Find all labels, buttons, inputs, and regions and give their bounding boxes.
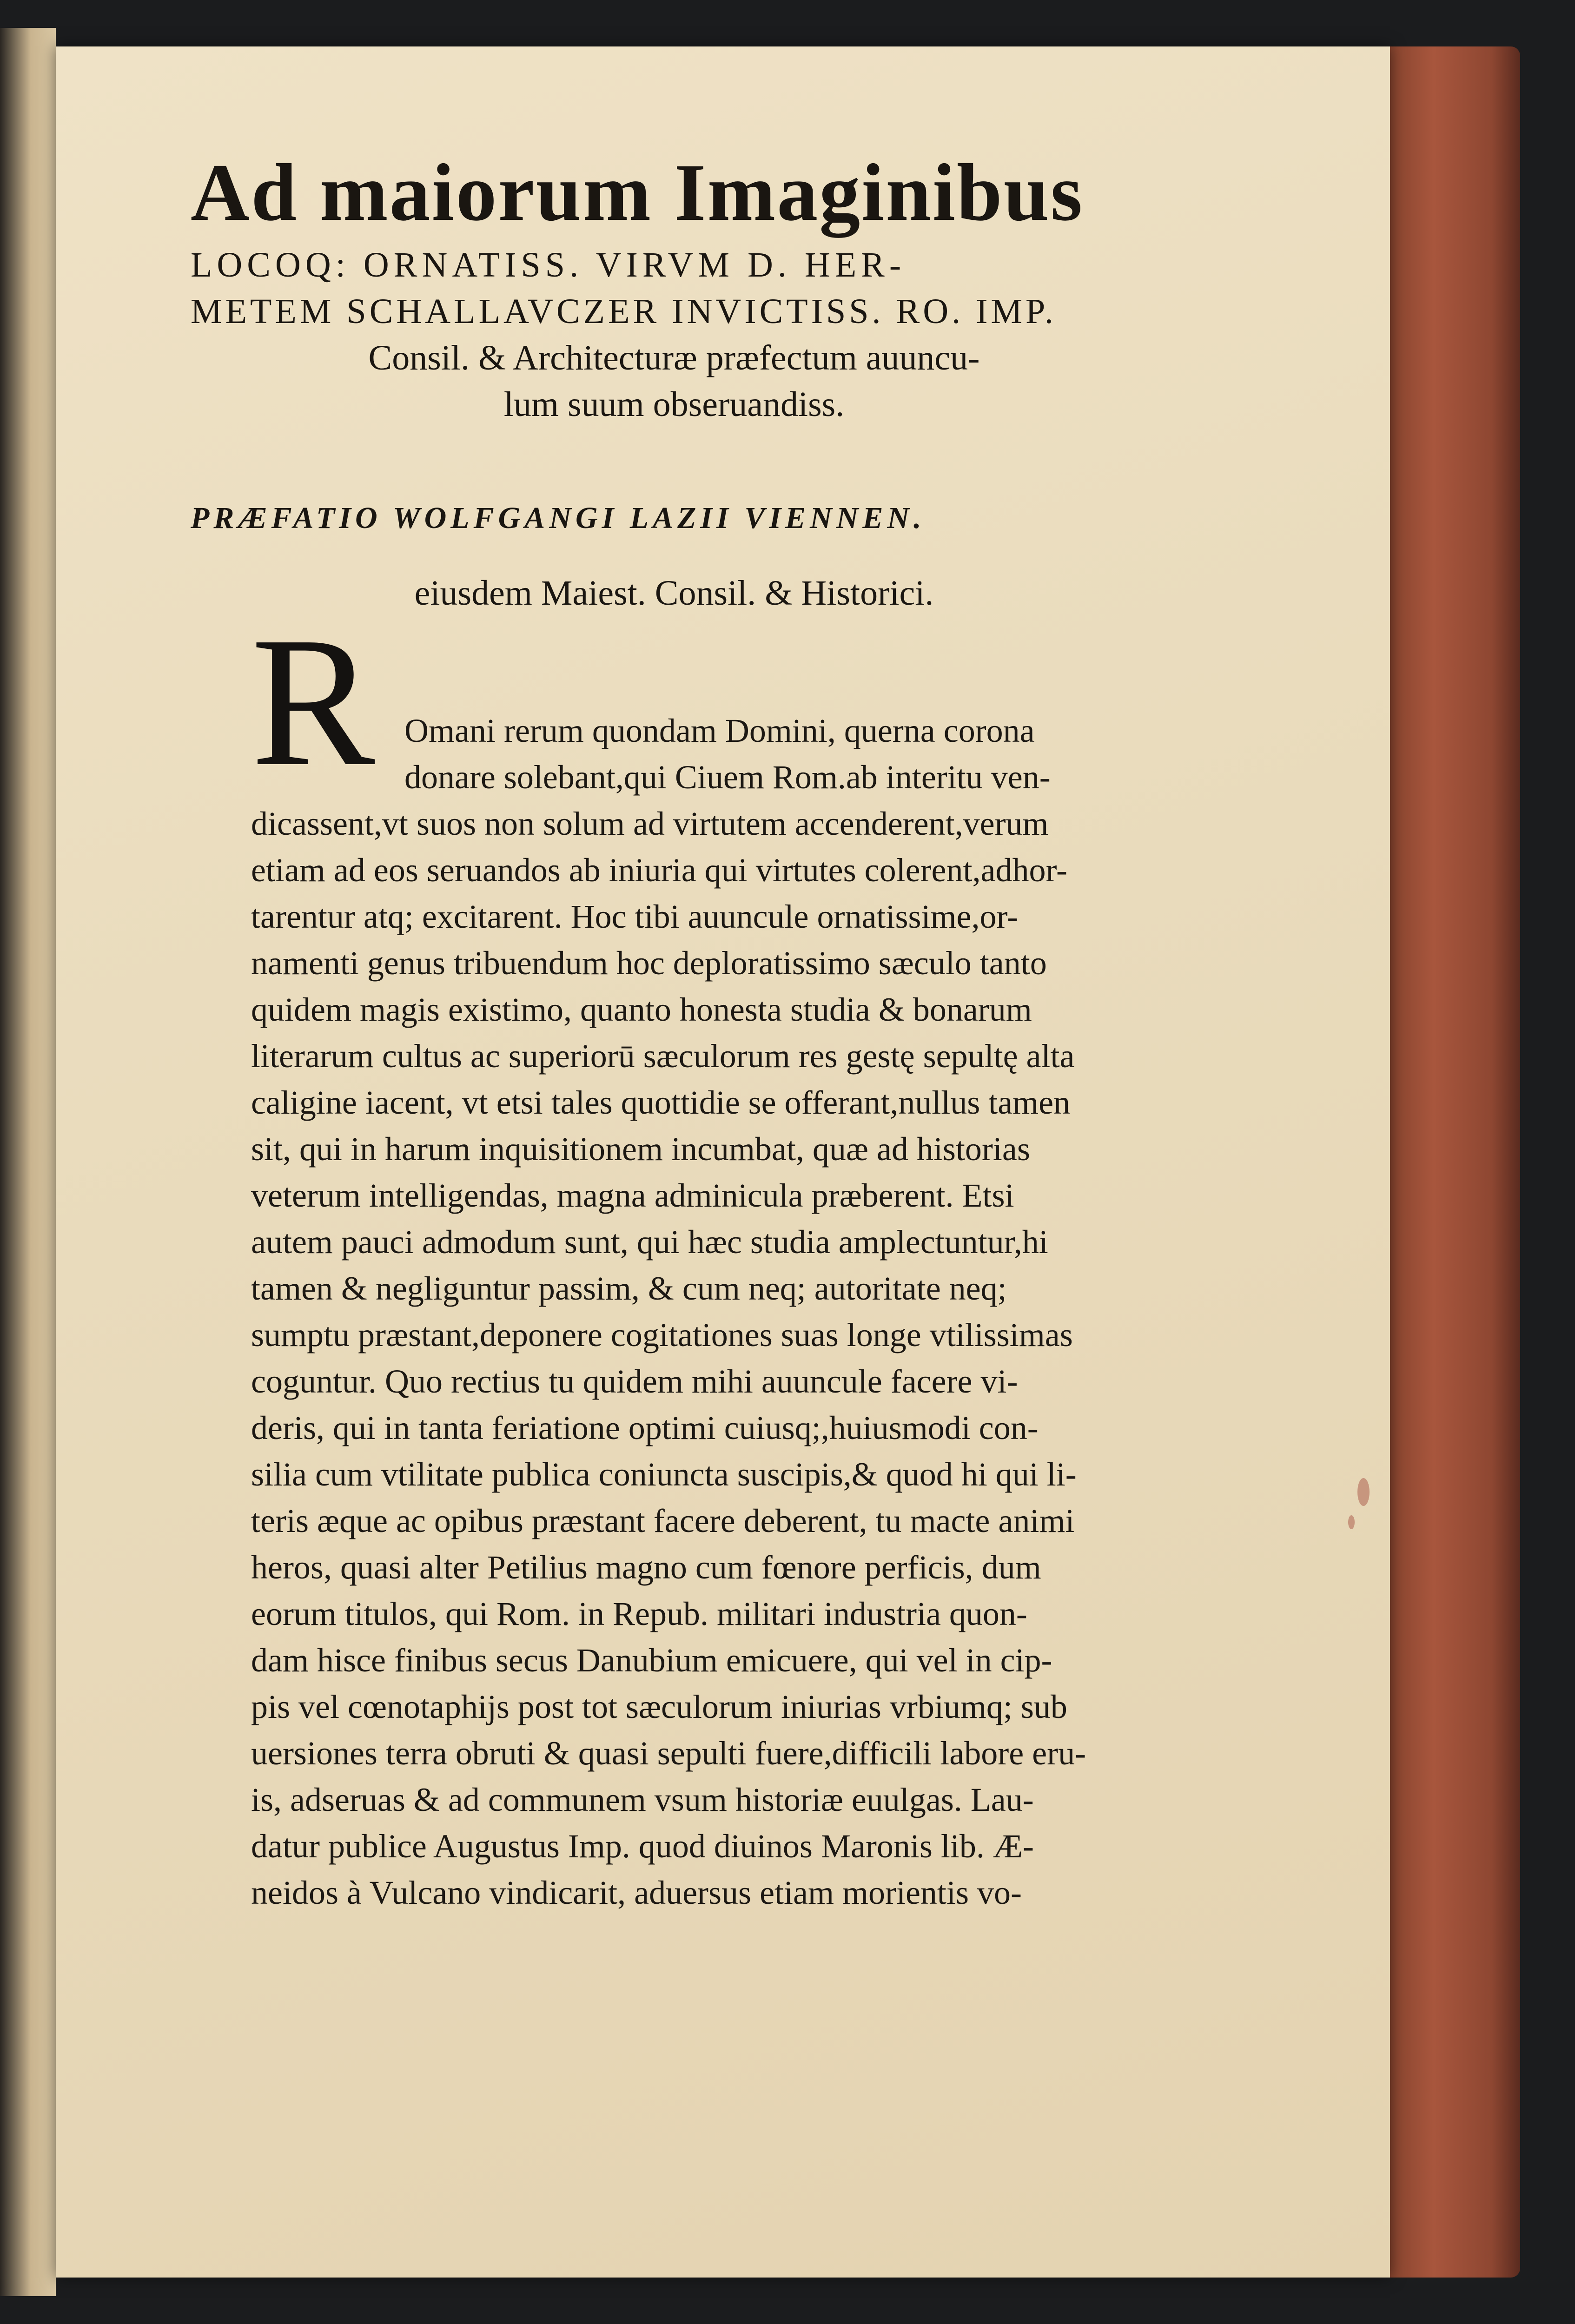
dedication-line-1: LOCOQ: ORNATISS. VIRVM D. HER- — [191, 245, 906, 284]
text-line: caligine iacent, vt etsi tales quottidie se offerant,nullus tamen — [251, 1084, 1071, 1121]
left-page-edge — [0, 28, 56, 2296]
dedication-line-3: Consil. & Architecturæ præfectum auuncu- — [368, 338, 980, 377]
stain-mark — [1357, 1478, 1370, 1506]
text-line: heros, quasi alter Petilius magno cum fœnore perficis, dum — [251, 1549, 1041, 1586]
text-line: sit, qui in harum inquisitionem incumbat, quæ ad historias — [251, 1130, 1030, 1168]
text-line: dicassent,vt suos non solum ad virtutem accenderent,verum — [251, 805, 1049, 842]
praefatio-heading: PRÆFATIO WOLFGANGI LAZII VIENNEN. — [191, 501, 926, 535]
text-line: dam hisce finibus secus Danubium emicuere, qui vel in cip- — [251, 1642, 1052, 1679]
text-line: is, adseruas & ad communem vsum historiæ euulgas. Lau- — [251, 1781, 1034, 1818]
dedication-line-4: lum suum obseruandiss. — [503, 385, 845, 424]
text-line: veterum intelligendas, magna adminicula præberent. Etsi — [251, 1177, 1014, 1214]
text-line: etiam ad eos seruandos ab iniuria qui virtutes colerent,adhor- — [251, 852, 1067, 889]
dedication-line-2: METEM SCHALLAVCZER INVICTISS. RO. IMP. — [191, 292, 1057, 331]
book-cover-edge — [1376, 46, 1520, 2278]
text-line: datur publice Augustus Imp. quod diuinos Maronis lib. Æ- — [251, 1828, 1034, 1865]
text-line: Omani rerum quondam Domini, querna corona — [404, 712, 1035, 749]
text-line: sumptu præstant,deponere cogitationes suas longe vtilissimas — [251, 1316, 1073, 1353]
text-line: neidos à Vulcano vindicarit, aduersus etiam morientis vo- — [251, 1874, 1022, 1911]
text-line: literarum cultus ac superiorū sæculorum res gestę sepultę alta — [251, 1037, 1075, 1075]
text-line: donare solebant,qui Ciuem Rom.ab interitu ven- — [404, 759, 1051, 796]
text-line: tamen & negliguntur passim, & cum neq; autoritate neq; — [251, 1270, 1007, 1307]
text-line: teris æque ac opibus præstant facere deberent, tu macte animi — [251, 1502, 1075, 1539]
page-title: Ad maiorum Imaginibus — [191, 147, 1084, 238]
text-line: pis vel cœnotaphijs post tot sæculorum iniurias vrbiumq; sub — [251, 1688, 1067, 1725]
heading-block — [191, 144, 1158, 616]
praefatio-subheading: eiusdem Maiest. Consil. & Historici. — [414, 574, 934, 613]
text-line: eorum titulos, qui Rom. in Repub. militari industria quon- — [251, 1595, 1027, 1632]
text-line: coguntur. Quo rectius tu quidem mihi auuncule facere vi- — [251, 1363, 1018, 1400]
text-line: namenti genus tribuendum hoc deploratissimo sæculo tanto — [251, 944, 1047, 982]
stain-mark — [1348, 1515, 1355, 1529]
text-line: quidem magis existimo, quanto honesta studia & bonarum — [251, 991, 1032, 1028]
text-line: silia cum vtilitate publica coniuncta suscipis,& quod hi qui li- — [251, 1456, 1077, 1493]
text-line: autem pauci admodum sunt, qui hæc studia amplectuntur,hi — [251, 1223, 1048, 1261]
text-line: uersiones terra obruti & quasi sepulti fuere,difficili labore eru- — [251, 1735, 1086, 1772]
text-line: deris, qui in tanta feriatione optimi cuiusq;,huiusmodi con- — [251, 1409, 1039, 1446]
text-line: tarentur atq; excitarent. Hoc tibi auuncule ornatissime,or- — [251, 898, 1018, 935]
drop-cap: R — [251, 599, 375, 805]
